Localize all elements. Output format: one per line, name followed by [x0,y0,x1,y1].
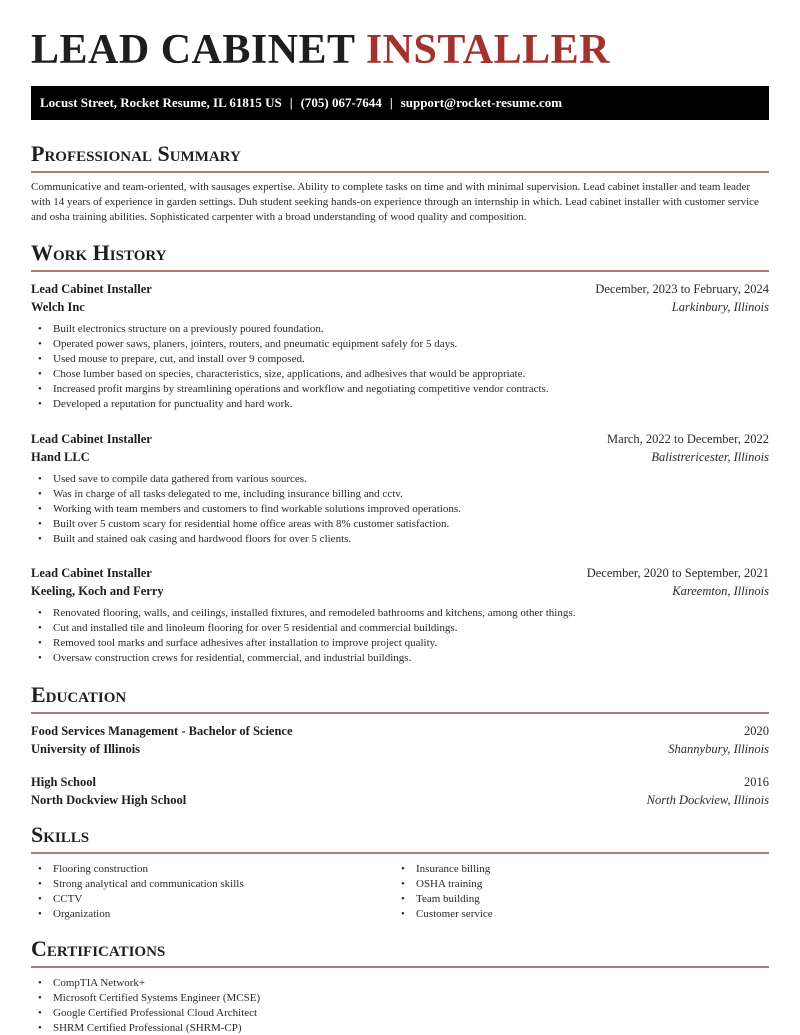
contact-separator: | [389,95,393,110]
education-entry [31,773,769,809]
list-item: • Microsoft Certified Systems Engineer (MCSE) [31,991,769,1006]
job-dates: March, 2022 to December, 2022 [607,432,769,446]
job-dates: December, 2020 to September, 2021 [586,566,769,580]
education-location: North Dockview, Illinois [646,793,769,807]
job-location: Kareemton, Illinois [672,584,769,598]
contact-phone: (705) 067-7644 [300,95,382,110]
certifications-list [31,976,769,1035]
list-item: • Increased profit margins by streamlining operations and workflow and negotiating competitive vendor contracts. [31,382,769,397]
list-item: • Used save to compile data gathered from various sources. [31,472,769,487]
job-location: Balistrericester, Illinois [651,450,769,464]
resume-name [31,26,610,74]
contact-bar [31,86,769,120]
list-item: • Flooring construction [31,862,391,877]
education-location: Shannybury, Illinois [668,742,769,756]
list-item: • Customer service [394,907,754,922]
list-item: • Insurance billing [394,862,754,877]
list-item: • Removed tool marks and surface adhesives after installation to improve project quality. [31,636,769,651]
job-role: Lead Cabinet Installer [31,432,152,446]
education-year: 2016 [744,775,769,789]
education-entry [31,722,769,758]
section-title-skills: Skills [31,822,769,854]
list-item: • CompTIA Network+ [31,976,769,991]
section-title-work: Work History [31,240,769,272]
job-bullets [31,606,769,666]
list-item: • Cut and installed tile and linoleum flooring for over 5 residential and commercial buildings. [31,621,769,636]
list-item: • Renovated flooring, walls, and ceilings, installed fixtures, and remodeled bathrooms and kitchens, among other things. [31,606,769,621]
education-year: 2020 [744,724,769,738]
section-title-summary: Professional Summary [31,141,769,173]
list-item: • SHRM Certified Professional (SHRM-CP) [31,1021,769,1035]
job-bullets [31,322,769,413]
list-item: • Built and stained oak casing and hardwood floors for over 5 clients. [31,532,769,547]
job-company: Welch Inc [31,300,85,314]
list-item: • Chose lumber based on species, characteristics, size, applications, and adhesives that would be appropriate. [31,367,769,382]
list-item: • CCTV [31,892,391,907]
education-degree: High School [31,775,96,789]
section-title-certifications: Certifications [31,936,769,968]
list-item: • Built electronics structure on a previously poured foundation. [31,322,769,337]
list-item: • OSHA training [394,877,754,892]
job-entry [31,564,769,666]
list-item: • Google Certified Professional Cloud Architect [31,1006,769,1021]
skills-column-right [394,862,754,922]
list-item: • Working with team members and customers to find workable solutions improved operations. [31,502,769,517]
name-last: INSTALLER [365,27,610,73]
job-role: Lead Cabinet Installer [31,282,152,296]
skills-column-left [31,862,391,922]
list-item: • Used mouse to prepare, cut, and install over 9 composed. [31,352,769,367]
contact-separator: | [289,95,293,110]
section-title-education: Education [31,682,769,714]
job-company: Hand LLC [31,450,90,464]
name-first: LEAD CABINET [31,27,355,73]
contact-email[interactable]: support@rocket-resume.com [400,95,563,110]
list-item: • Oversaw construction crews for residential, commercial, and industrial buildings. [31,651,769,666]
list-item: • Developed a reputation for punctuality and hard work. [31,397,769,412]
job-company: Keeling, Koch and Ferry [31,584,164,598]
education-degree: Food Services Management - Bachelor of Science [31,724,293,738]
job-role: Lead Cabinet Installer [31,566,152,580]
job-dates: December, 2023 to February, 2024 [595,282,769,296]
contact-address: Locust Street, Rocket Resume, IL 61815 US [40,95,282,110]
list-item: • Strong analytical and communication skills [31,877,391,892]
list-item: • Was in charge of all tasks delegated to me, including insurance billing and cctv. [31,487,769,502]
list-item: • Team building [394,892,754,907]
list-item: • Built over 5 custom scary for residential home office areas with 8% customer satisfaction. [31,517,769,532]
education-school: University of Illinois [31,742,141,756]
job-entry [31,280,769,413]
list-item: • Operated power saws, planers, jointers, routers, and pneumatic equipment safely for 5 days. [31,337,769,352]
education-school: North Dockview High School [31,793,187,807]
list-item: • Organization [31,907,391,922]
job-bullets [31,472,769,547]
job-location: Larkinbury, Illinois [671,300,769,314]
summary-text: Communicative and team-oriented, with sausages expertise. Ability to complete tasks on time and with minimal supervision. Lead cabinet installer and team leader with 14 years of experience in garden settings. Duh student seeking hands-on experience through an internship in which. Lead cabinet installer with customer service and osha training abilities. Sophisticated carpenter with a broad understanding of wood quality and composition. [31,181,759,224]
job-entry [31,430,769,547]
